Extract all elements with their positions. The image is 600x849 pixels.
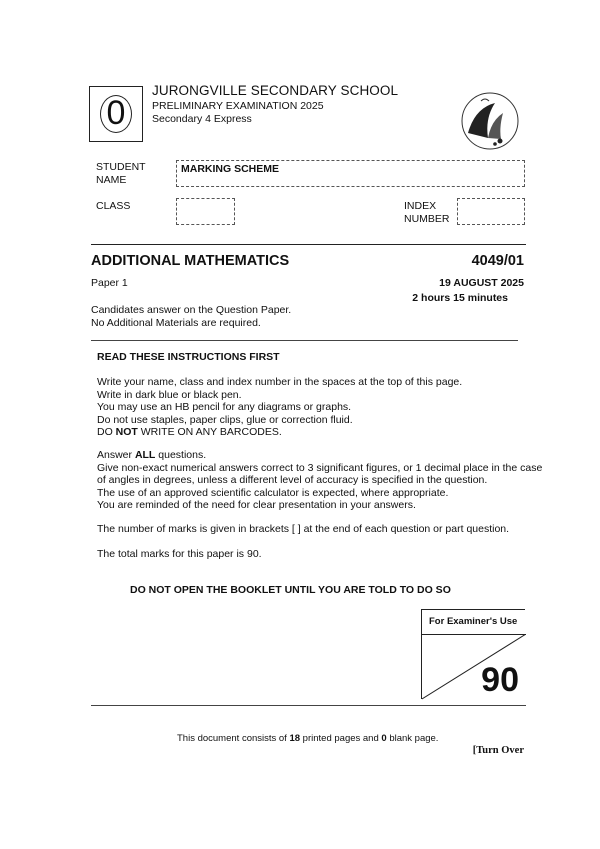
index-number-field[interactable]: [457, 198, 525, 225]
instruction-line: Give non-exact numerical answers correct to 3 significant figures, or 1 decimal place in the case: [97, 461, 543, 474]
school-name: JURONGVILLE SECONDARY SCHOOL: [152, 83, 399, 98]
school-crest-icon: [455, 83, 525, 153]
paper-number-mark: 0: [100, 95, 132, 133]
paper-number: Paper 1: [91, 277, 128, 289]
class-field[interactable]: [176, 198, 235, 225]
class-label: CLASS: [96, 200, 131, 212]
exam-date: 19 AUGUST 2025: [439, 277, 524, 289]
instructions-title: READ THESE INSTRUCTIONS FIRST: [97, 351, 280, 363]
marks-note: The number of marks is given in brackets [ ] at the end of each question or part question.: [97, 523, 510, 535]
instruction-line: You are reminded of the need for clear presentation in your answers.: [97, 499, 416, 512]
header-divider: [91, 244, 526, 245]
student-name-value: MARKING SCHEME: [181, 163, 280, 175]
page-count-note: This document consists of 18 printed pages and 0 blank page.: [177, 733, 439, 744]
footer-divider: [91, 705, 526, 706]
instruction-line: of angles in degrees, unless a different level of accuracy is specified in the question.: [97, 474, 488, 487]
exam-title: PRELIMINARY EXAMINATION 2025: [152, 100, 324, 112]
student-name-field[interactable]: [176, 160, 525, 187]
turn-over-label: [Turn Over: [472, 745, 524, 756]
paper-number-box: [89, 86, 143, 142]
barcode-instruction: DO NOT WRITE ON ANY BARCODES.: [97, 426, 282, 439]
instruction-line: The use of an approved scientific calculator is expected, where appropriate.: [97, 486, 449, 499]
level-label: Secondary 4 Express: [152, 113, 252, 125]
info-divider: [91, 340, 518, 341]
exam-duration: 2 hours 15 minutes: [412, 292, 508, 304]
instruction-line: Write your name, class and index number in the spaces at the top of this page.: [97, 376, 463, 388]
examiner-use-box: [421, 609, 525, 699]
instruction-line: You may use an HB pencil for any diagrams or graphs.: [97, 401, 352, 414]
do-not-open-notice: DO NOT OPEN THE BOOKLET UNTIL YOU ARE TOLD TO DO SO: [130, 584, 451, 596]
subject-title: ADDITIONAL MATHEMATICS: [91, 253, 290, 269]
index-number-label: INDEX NUMBER: [404, 200, 450, 225]
instructions-block-2: [97, 449, 547, 512]
answer-all-instruction: Answer ALL questions.: [97, 449, 207, 461]
total-score: 90: [481, 661, 519, 699]
student-name-label: STUDENT NAME: [96, 161, 146, 186]
paper-code: 4049/01: [471, 253, 524, 269]
total-marks-note: The total marks for this paper is 90.: [97, 548, 262, 560]
candidate-notes: Candidates answer on the Question Paper. No Additional Materials are required.: [91, 304, 292, 329]
instruction-line: Write in dark blue or black pen.: [97, 388, 242, 401]
examiner-box-title: For Examiner's Use: [429, 616, 518, 627]
instruction-line: Do not use staples, paper clips, glue or correction fluid.: [97, 413, 353, 426]
instructions-block-1: [97, 376, 547, 439]
